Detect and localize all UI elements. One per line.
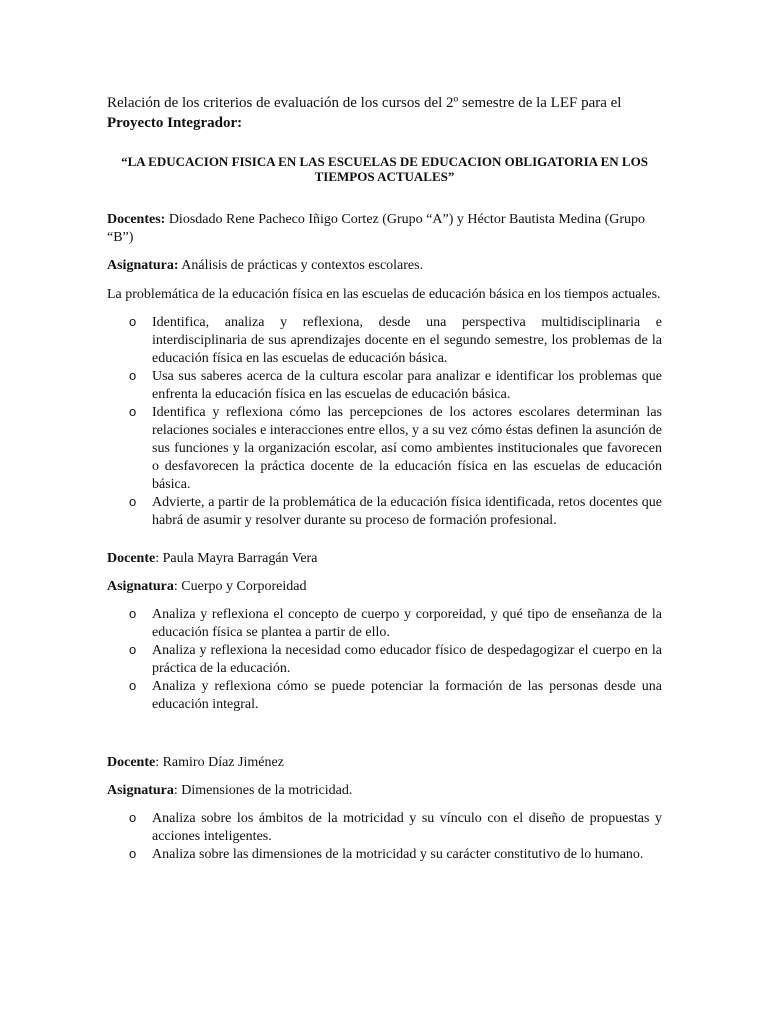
list-item-text: Advierte, a partir de la problemática de la educación física identificada, retos docentes que habrá de asumir y resolver durante su proceso de formación profesional. [152, 495, 662, 528]
bullet-marker: o [129, 810, 137, 825]
bullet-marker: o [129, 678, 137, 693]
bullet-marker: o [129, 404, 137, 419]
docentes-value: Diosdado Rene Pacheco Iñigo Cortez (Grupo “A”) y Héctor Bautista Medina (Grupo “B”) [107, 212, 646, 245]
list-item-text: Identifica, analiza y reflexiona, desde una perspectiva multidisciplinaria e interdisciplinaria de sus aprendizajes docente en el segundo semestre, los problemas de la educación física en las escuelas de educación básica. [152, 315, 662, 366]
list-item-text: Usa sus saberes acerca de la cultura escolar para analizar e identificar los problemas que enfrenta la educación física en las escuelas de educación básica. [152, 369, 662, 402]
docentes-label: Docentes: [107, 212, 166, 227]
bullet-marker: o [129, 314, 137, 329]
list-item-text: Identifica y reflexiona cómo las percepciones de los actores escolares determinan las relaciones sociales e interacciones entre ellos, y a su vez cómo éstas definen la asunción de sus funciones y la organización escolar, así como ambientes institucionales que favorecen o desfavorecen la práctica docente de la educación física en las escuelas de educación básica. [152, 405, 663, 492]
list-item-text: Analiza sobre los ámbitos de la motricidad y su vínculo con el diseño de propuestas y acciones inteligentes. [152, 811, 662, 844]
docente-label: Docente [107, 755, 156, 770]
bullet-marker: o [129, 846, 137, 861]
list-item [107, 642, 662, 678]
asignatura-value: : Cuerpo y Corporeidad [173, 579, 307, 594]
intro-text: Relación de los criterios de evaluación de los cursos del 2º semestre de la LEF para el [107, 95, 622, 111]
list-item [107, 404, 662, 494]
criteria-list-2 [107, 606, 662, 714]
docente-value: : Paula Mayra Barragán Vera [155, 551, 318, 566]
intro-paragraph [107, 93, 662, 133]
bullet-marker: o [129, 606, 137, 621]
bullet-marker: o [129, 368, 137, 383]
asignatura-label: Asignatura [107, 783, 174, 798]
list-item [107, 368, 662, 404]
document-title: “LA EDUCACION FISICA EN LAS ESCUELAS DE EDUCACION OBLIGATORIA EN LOS TIEMPOS ACTUALES” [121, 154, 648, 184]
list-item-text: Analiza y reflexiona la necesidad como educador físico de despedagogizar el cuerpo en la práctica de la educación. [152, 643, 662, 676]
intro-bold-text: Proyecto Integrador: [107, 115, 243, 131]
list-item-text: Analiza sobre las dimensiones de la motricidad y su carácter constitutivo de lo humano. [152, 847, 644, 862]
docente-label: Docente [107, 551, 156, 566]
list-item [107, 606, 662, 642]
bullet-marker: o [129, 642, 137, 657]
list-item-text: Analiza y reflexiona el concepto de cuerpo y corporeidad, y qué tipo de enseñanza de la educación física se plantea a partir de ello. [152, 607, 662, 640]
criteria-list-3 [107, 810, 662, 864]
docente-value: : Ramiro Díaz Jiménez [155, 755, 284, 770]
asignatura-line-3 [107, 782, 662, 800]
list-item [107, 810, 662, 846]
bullet-marker: o [129, 494, 137, 509]
list-item [107, 494, 662, 530]
asignatura-line-2 [107, 578, 662, 596]
asignatura-label: Asignatura: [107, 258, 179, 273]
criteria-list-1 [107, 314, 662, 530]
list-item [107, 314, 662, 368]
list-item [107, 846, 662, 864]
list-item-text: Analiza y reflexiona cómo se puede potenciar la formación de las personas desde una educación integral. [152, 679, 662, 712]
docente-line-2 [107, 550, 662, 568]
docentes-line-1 [107, 211, 662, 247]
asignatura-line-1 [107, 257, 662, 275]
asignatura-value: : Dimensiones de la motricidad. [173, 783, 353, 798]
docente-line-3 [107, 754, 662, 772]
problematica-text: La problemática de la educación física en las escuelas de educación básica en los tiempos actuales. [107, 287, 661, 302]
asignatura-value: Análisis de prácticas y contextos escolares. [178, 258, 424, 273]
asignatura-label: Asignatura [107, 579, 174, 594]
list-item [107, 678, 662, 714]
